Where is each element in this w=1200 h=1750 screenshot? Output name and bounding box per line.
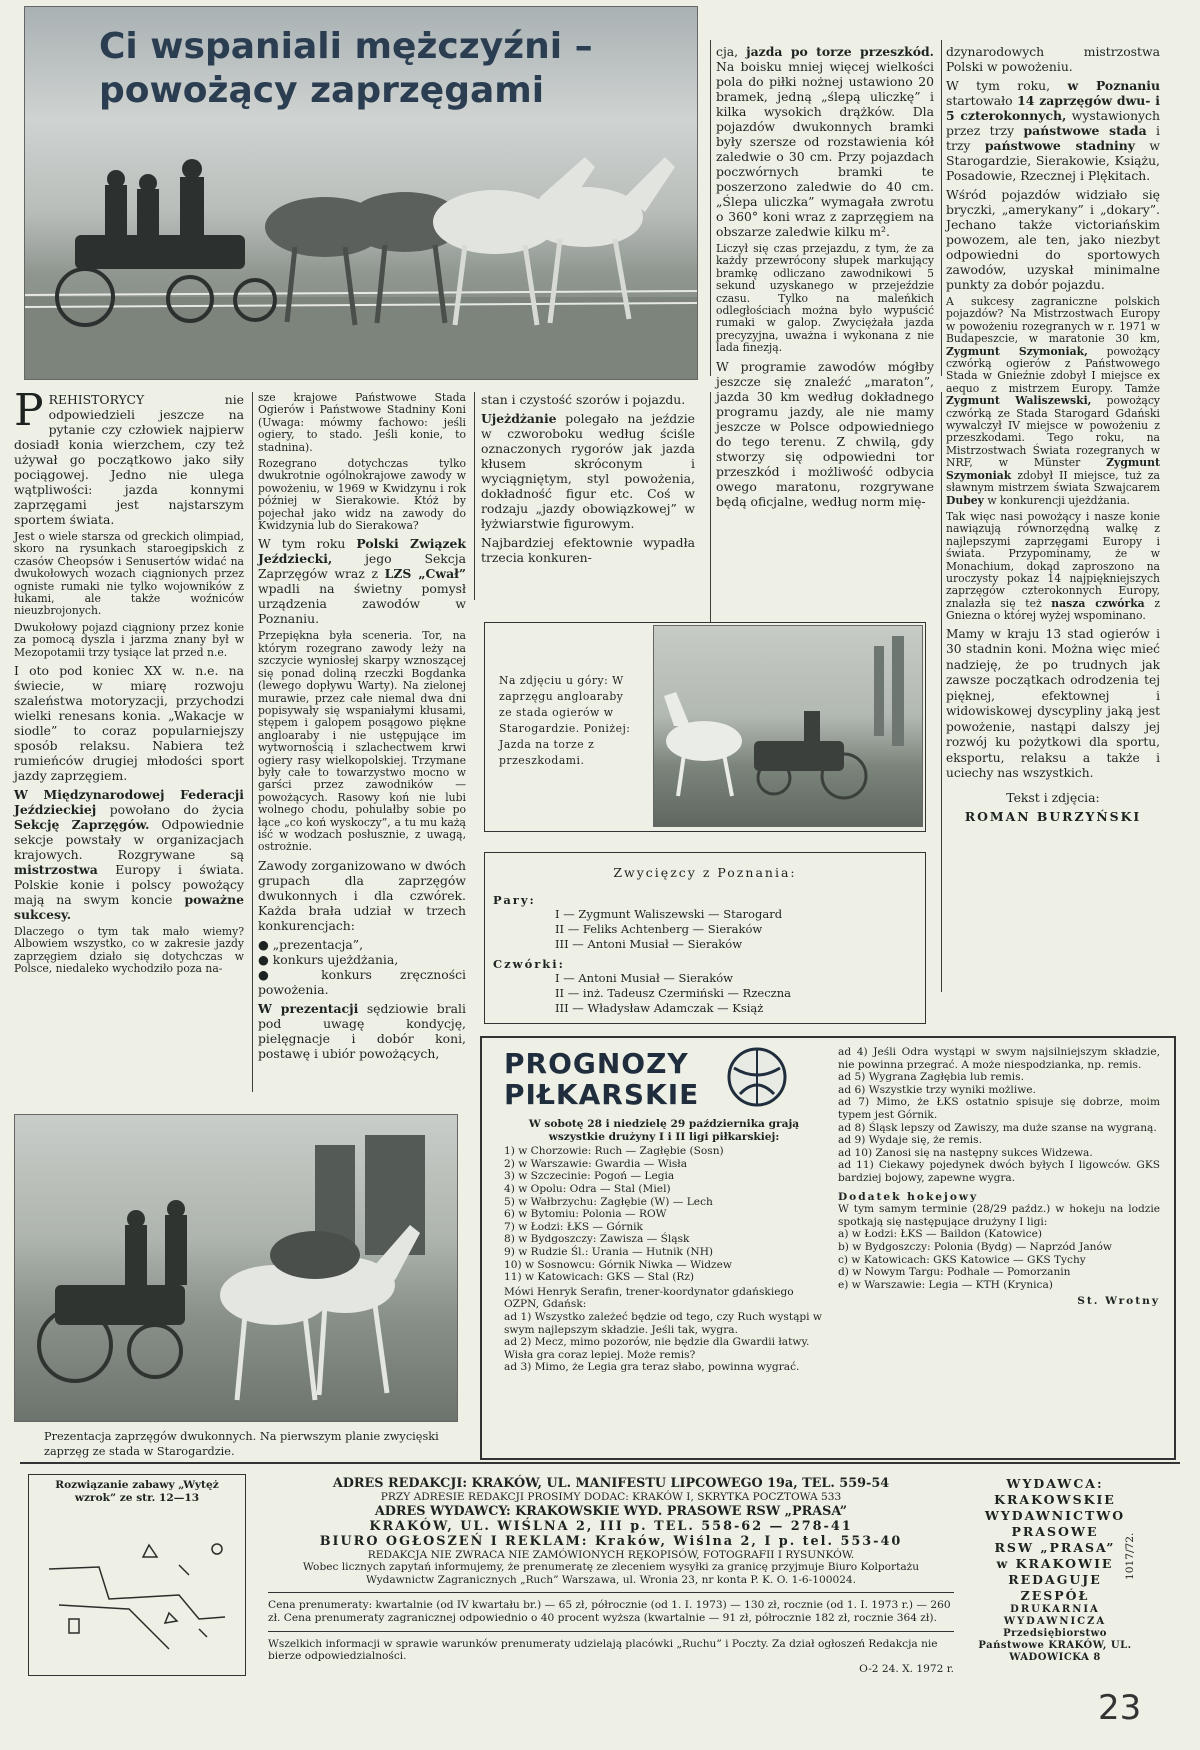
- winner-row: I — Antoni Musiał — Sieraków: [555, 971, 733, 985]
- pary-list: [555, 907, 915, 952]
- match-row: 8) w Bydgoszczy: Zawisza — Śląsk: [504, 1233, 690, 1246]
- article-column-1: PREHISTORYCY nie odpowiedzieli jeszcze na pytanie czy człowiek najpierw dosiadł konia wierzchem, czy też używał go początkowo jako siły pociągowej. Jedno nie ulega wątpliwości: jazda konnymi zaprzęgami jest najstarszym sportem świata. Jest o wiele starsza od greckich olimpiad, skoro na rysunkach staroegipskich z czasów Cheopsów i Senusertów widać na dwukołowych wozach ciągnionych przez ogniste rumaki nie tylko wojowników z łukami, ale także woźniców nieuzbrojonych. Dwukołowy pojazd ciągniony przez konie za pomocą dyszla i jarzma znany był w Mezopotamii trzy tysiące lat przed n.e. I oto pod koniec XX w. n.e. na świecie, w miarę rozwoju szaleństwa motoryzacji, przychodzi wielki renesans konia. „Wakacje w siodle” to coraz popularniejszy sposób relaksu. Nabiera też rumieńców drugiej młodości sport jazdy zaprzęgiem. W Międzynarodowej Federacji Jeździeckiej powołano do życia Sekcję Zaprzęgów. Odpowiednie sekcje powstały w organizacjach krajowych. Rozgrywane są mistrzostwa Europy i świata. Polskie konie i polscy powożący mają na swym koncie poważne sukcesy. Dlaczego o tym tak mało wiemy? Albowiem wszystko, co w zakresie jazdy zaprzęgiem działo się dotychczas w Polsce, niedaleko wychodziło poza na-: [14, 385, 244, 976]
- prediction-row: ad 9) Wydaje się, że remis.: [838, 1134, 982, 1147]
- middle-photo: [653, 625, 923, 827]
- footer-divider: [268, 1631, 954, 1632]
- prognozy-title: PROGNOZY PIŁKARSKIE: [504, 1047, 700, 1111]
- hockey-row: e) w Warszawie: Legia — KTH (Krynica): [838, 1278, 1053, 1291]
- hockey-row: d) w Nowym Targu: Podhale — Pomorzanin: [838, 1266, 1071, 1279]
- publisher-block: WYDAWCA: KRAKOWSKIE WYDAWNICTWO PRASOWE RSW „PRASA” w KRAKOWIE REDAGUJE ZESPÓŁ DRUKARNIA WYDAWNICZA Przedsiębiorstwo Państwowe KRAKÓW, UL. WADOWICKA 8: [978, 1476, 1132, 1663]
- carriage-illustration: [15, 1115, 457, 1421]
- prognozy-box: [480, 1036, 1176, 1460]
- match-row: 2) w Warszawie: Gwardia — Wisła: [504, 1157, 688, 1170]
- article-title: Ci wspaniali mężczyźni – powożący zaprzęgami: [99, 26, 593, 111]
- column-rule: [252, 392, 253, 1092]
- photo-caption-box: Na zdjęciu u góry: W zaprzęgu angloaraby ze stada ogierów w Starogardzie. Poniżej: Jazda na torze z przeszkodami.: [484, 622, 926, 832]
- puzzle-solution-box: Rozwiązanie zabawy „Wytęż wzrok” ze str. 12—13: [28, 1474, 246, 1676]
- prognozy-left: W sobotę 28 i niedzielę 29 października grają wszystkie drużyny I i II ligi piłkarskiej: 1) w Chorzowie: Ruch — Zagłębie (Sosn) 2) w Warszawie: Gwardia — Wisła 3) w Szczecinie: Pogoń — Legia 4) w Opolu: Odra — Stal (Miel) 5) w Wałbrzychu: Zagłębie (W) — Lech 6) w Bytomiu: Polonia — ROW 7) w Łodzi: ŁKS — Górnik 8) w Bydgoszczy: Zawisza — Śląsk 9) w Rudzie Śl.: Urania — Hutnik (NH) 10) w Sosnowcu: Górnik Niwka — Widzew 11) w Katowicach: GKS — Stal (Rz) Mówi Henryk Serafin, trener-koordynator gdańskiego OZPN, Gdańsk: ad 1) Wszystko zależeć będzie od tego, czy Ruch wystąpi w swym najlepszym składzie. Jeśli tak, wygra. ad 2) Mecz, mimo pozorów, nie będzie dla Gwardii łatwy. Wisła gra coraz lepiej. Może remis? ad 3) Mimo, że Legia gra teraz słabo, powinna wygrać.: [504, 1118, 823, 1374]
- column-rule: [710, 40, 711, 376]
- editorial-address: ADRES REDAKCJI: KRAKÓW, UL. MANIFESTU LIPCOWEGO 19a, TEL. 559-54 PRZY ADRESIE REDAKCJI PROSIMY DODAC: KRAKÓW I, SKRYTKA POCZTOWA 533 ADRES WYDAWCY: KRAKOWSKIE WYD. PRASOWE RSW „PRASA” KRAKÓW, UL. WIŚLNA 2, III p. TEL. 558-62 — 278-41 BIURO OGŁOSZEŃ I REKLAM: Kraków, Wiślna 2, I p. tel. 553-40 REDAKCJA NIE ZWRACA NIE ZAMÓWIONYCH RĘKOPISÓW, FOTOGRAFII I RYSUNKÓW. Wobec licznych zapytań informujemy, że prenumeratę ze zleceniem wysyłki za granicę przyjmuje Biuro Kolportażu Wydawnictw Zagranicznych „Ruch” Warszawa, ul. Wronia 23, nr konta P. K. O. 1-6-100024. Cena prenumeraty: kwartalnie (od IV kwartału br.) — 65 zł, półrocznie (od 1. I. 1973) — 130 zł, rocznie (od 1. I. 1973 r.) — 260 zł. Cena prenumeraty zagranicznej odpowiednio o 40 procent wyższa (kwartalnie — 91 zł, półrocznie 182 zł, rocznie 364 zł). Wszelkich informacji w sprawie warunków prenumeraty udzielają placówki „Ruchu” i Poczty. Za dział ogłoszeń Redakcja nie bierze odpowiedzialności. O-2 24. X. 1972 r.: [268, 1476, 954, 1675]
- hockey-row: c) w Katowicach: GKS Katowice — GKS Tychy: [838, 1253, 1086, 1266]
- winner-row: I — Zygmunt Waliszewski — Starogard: [555, 907, 783, 921]
- magazine-page: Ci wspaniali mężczyźni – powożący zaprzęgami PREHISTORYCY nie odpowiedzieli jeszcze na pytanie czy człowiek najpierw dosiadł konia wierzchem, czy też używał go początkowo jako siły pociągowej. Jedno nie ulega wątpliwości: jazda konnymi zaprzęgami jest najstarszym sportem świata. Jest o wiele starsza od greckich olimpiad, skoro na rysunkach staroegipskich z czasów Cheopsów i Senusertów widać na dwukołowych wozach ciągnionych przez ogniste rumaki nie tylko wojowników z łukami, ale także woźniców nieuzbrojonych. Dwukołowy pojazd ciągniony przez konie za pomocą dyszla i jarzma znany był w Mezopotamii trzy tysiące lat przed n.e. I oto pod koniec XX w. n.e. na świecie, w miarę rozwoju szaleństwa motoryzacji, przychodzi wielki renesans konia. „Wakacje w siodle” to coraz popularniejszy sposób relaksu. Nabiera też rumieńców drugiej młodości sport jazdy zaprzęgiem. W Międzynarodowej Federacji Jeździeckiej powołano do życia Sekcję Zaprzęgów. Odpowiednie sekcje powstały w organizacjach krajowych. Rozgrywane są mistrzostwa Europy i świata. Polskie konie i polscy powożący mają na swym koncie poważne sukcesy. Dlaczego o tym tak mało wiemy? Albowiem wszystko, co w zakresie jazdy zaprzęgiem działo się dotychczas w Polsce, niedaleko wychodziło poza na- sze krajowe Państwowe Stada Ogierów i Państwowe Stadniny Koni (Uwaga: mówmy fachowo: jeśli ogiery, to stado. Jeśli konie, to stadnina). Rozegrano dotychczas tylko dwukrotnie ogólnokrajowe zawody w powożeniu, w 1969 w Kwidzynu i rok później w Sierakowie. Któż by pojechał jako widz na zawody do Kwidzynia lub do Sierakowa? W tym roku Polski Związek Jeździecki, jego Sekcja Zaprzęgów wraz z LZS „Cwał” wpadli na świetny pomysł urządzenia zawodów w Poznaniu. Przepiękna była sceneria. Tor, na którym rozegrano zawody leży na szczycie wyniosłej skarpy wznoszącej się ponad doliną rzeczki Bogdanka (lewego dopływu Warty). Na zielonej murawie, przez całe niemal dwa dni popisywały się wspaniałymi kłusami, stępem i galopem posągowo piękne angloaraby i nie ustępujące im wytwornością i szlachectwem krwi ogiery rasy wielkopolskiej. Trzymane były całe to towarzystwo mocno w garści przez zawodników — powożących. Rasowy koń nie lubi wolnego chodu, pohulałby sobie po łące „co koń wyskoczy”, a tu mu każą iść w wodzach posłusznie, z uwagą, ostrożnie. Zawody zorganizowano w dwóch grupach dla zaprzęgów dwukonnych i dla czwórek. Każda brała udział w trzech konkurencjach: ● „prezentacja”, ● konkurs ujeżdżania, ● konkurs zręczności powożenia. W prezentacji sędziowie brali pod uwagę kondycję, pielęgnacje i dobór koni, postawę i ubiór powożących, stan i czystość szorów i pojazdu. Ujeżdżanie polegało na jeździe w czworoboku według ściśle oznaczonych rygorów jak jazda kłusem skróconym i wyciągniętym, styl powożenia, dokładność figur etc. Coś w rodzaju „jazdy obowiązkowej” w łyżwiarstwie figurowym. Najbardziej efektownie wypadła trzecia konkuren- cja, jazda po torze przeszkód. Na boisku mniej więcej wielkości pola do piłki nożnej ustawiono 20 bramek, jedną „ślepą uliczkę” i kilka wysokich drążków. Dla pojazdów dwukonnych bramki były szersze od rozstawienia kół zaledwie o 30 cm. Przy pojazdach poczwórnych bramki te poszerzono zaledwie do 40 cm. „Ślepa uliczka” wymagała zwrotu o 360° koni wraz z zaprzęgiem na obszarze zaledwie kilku m². Liczył się czas przejazdu, z tym, że za każdy przewrócony słupek markujący bramkę odliczano zawodnikowi 5 sekund uzyskanego w przejeździe czasu. Tylko na maleńkich odległościach można było wypuścić rumaki w galop. Zwyciężała jazda precyzyjna, uważna i wykonana z nie lada finezją. W programie zawodów mógłby jeszcze się znaleźć „maraton”, jazda 30 km według dokładnego programu jazdy, ale nie mamy jeszcze w Polsce odpowiedniego do tego terenu. Z chwilą, gdy stworzy się odpowiedni tor przeszkód i możliwość odbycia owego maratonu, rozgrywane będą oficjalne, według norm mię- dzynarodowych mistrzostwa Polski w powożeniu. W tym roku, w Poznaniu startowało 14 zaprzęgów dwu- i 5 czterokonnych, wystawionych przez trzy państwowe stada i trzy państwowe stadniny w Starogardzie, Sierakowie, Książu, Posadowie, Rzecznej i Plękitach. Wśród pojazdów widziało się bryczki, „amerykany” i „dokary”. Jechano także victoriańskim powozem, ale ten, jako niezbyt odpowiedni do sportowych zawodów, uzyskał minimalne punkty za dobór pojazdu. A sukcesy zagraniczne polskich pojazdów? Na Mistrzostwach Europy w powożeniu rozegranych w r. 1971 w Budapeszcie, w maratonie 30 km, Zygmunt Szymoniak, powożący czwórką ogierów z Państwowego Stada w Gnieźnie zdobył I miejsce ex aequo z mistrzem Europy. Tamże Zygmunt Waliszewski, powożący czwórką ze Stada Starogard Gdański wywalczył IV miejsce w powożeniu z przeszkodami. Tego roku, na Mistrzostwach Świata rozegranych w NRF, w Münster Zygmunt Szymoniak zdobył II miejsce, tuż za sławnym mistrzem świata Szwajcarem Dubey w konkurencji ujeżdżania. Tak więc nasi powożący i nasze konie nawiązują równorzędną walkę z najlepszymi zaprzęgami Europy i świata. Przypominamy, że w Monachium, dokąd zaproszono na uroczysty pokaz 14 najpiękniejszych zaprzęgów czterokonnych Europy, znalazła się też nasza czwórka z Gniezna o której wyżej wspominano. Mamy w kraju 13 stad ogierów i 30 stadnin koni. Można więc mieć nadzieję, że po trudnych jak zawsze początkach odrodzenia tej pięknej, efektownej i widowiskowej dyscypliny jaką jest powożenie, nastąpi dalszy jej rozwój ku pożytkowi dla sportu, eksportu, relaksu a także i uciechy nas wszystkich. Tekst i zdjęcia: ROMAN BURZYŃSKI Na zdjęciu u góry: W zaprzęgu angloaraby ze stada ogierów w Starogardzie. Poniżej: Jazda na torze z przeszkodami. Zwycięzcy z Poznania: Pary: I — Zygmunt Waliszewski — Starogard II — Feliks Achtenberg — Sieraków III — Antoni Musiał — Sieraków Czwórki: I — Antoni Musiał — Sieraków II — inż. Tadeusz Czermiński — Rzeczna III — Władysław Adamczak — Książ Prezentacja zaprzęgów dwukonnych. Na pierwszym planie zwycięski zaprzęg ze stada w Starogardzie. PROGNOZY PIŁKARSKIE W sobotę 28 i niedzielę 29 października grają wszystkie drużyny I i II ligi piłkarskiej: 1) w Chorzowie: Ruch — Zagłębie (Sosn) 2) w Warszawie: Gwardia — Wisła 3) w Szczecinie: Pogoń — Legia 4) w Opolu: Odra — Stal (Miel) 5) w Wałbrzychu: Zagłębie (W) — Lech 6) w Bytomiu: Polonia — ROW 7) w Łodzi: ŁKS — Górnik 8) w Bydgoszczy: Zawisza — Śląsk 9) w Rudzie Śl.: Urania — Hutnik (NH) 10) w Sosnowcu: Górnik Niwka — Widzew 11) w Katowicach: GKS — Stal (Rz) Mówi Henryk Serafin, trener-koordynator gdańskiego OZPN, Gdańsk: ad 1) Wszystko zależeć będzie od tego, czy Ruch wystąpi w swym najlepszym składzie. Jeśli tak, wygra. ad 2) Mecz, mimo pozorów, nie będzie dla Gwardii łatwy. Wisła gra coraz lepiej. Może remis? ad 3) Mimo, że Legia gra teraz słabo, powinna wygrać. ad 4) Jeśli Odra wystąpi w swym najsilniejszym składzie, nie powinna przegrać. A może niespodzianka, np. remis. ad 5) Wygrana Zagłębia lub remis. ad 6) Wszystkie trzy wyniki możliwe. ad 7) Mimo, że ŁKS ostatnio spisuje się dobrze, moim typem jest Górnik. ad 8) Śląsk lepszy od Zawiszy, ma duże szanse na wygraną. ad 9) Wydaje się, że remis. ad 10) Zanosi się na następny sukces Widzewa. ad 11) Ciekawy pojedynek dwóch byłych I ligowców. GKS bardziej bojowy, zapewne wygra. Dodatek hokejowy W tym samym terminie (28/29 paźdz.) w hokeju na lodzie spotkają się następujące drużyny I ligi: a) w Łodzi: ŁKS — Baildon (Katowice) b) w Bydgoszczy: Polonia (Bydg) — Naprzód Janów c) w Katowicach: GKS Katowice — GKS Tychy d) w Nowym Targu: Podhale — Pomorzanin e) w Warszawie: Legia — KTH (Krynica) St. Wrotny Rozwiązanie zabawy „Wytęż wzrok” ze str. 12—13 ADRES REDAKCJI: KRAKÓW, UL. MANIFESTU LIPCOWEGO 19a, TEL. 559-54 PRZY ADRESIE REDAKCJI PROSIMY DODAC: KRAKÓW I, SKRYTKA POCZTOWA 533 ADRES WYDAWCY: KRAKOWSKIE WYD. PRASOWE RSW „PRASA” KRAKÓW, UL. WIŚLNA 2, III p. TEL. 558-62 — 278-41 BIURO OGŁOSZEŃ I REKLAM: Kraków, Wiślna 2, I p. tel. 553-40 REDAKCJA NIE ZWRACA NIE ZAMÓWIONYCH RĘKOPISÓW, FOTOGRAFII I RYSUNKÓW. Wobec licznych zapytań informujemy, że prenumeratę ze zleceniem wysyłki za granicę przyjmuje Biuro Kolportażu Wydawnictw Zagranicznych „Ruch” Warszawa, ul. Wronia 23, nr konta P. K. O. 1-6-100024. Cena prenumeraty: kwartalnie (od IV kwartału br.) — 65 zł, półrocznie (od 1. I. 1973) — 130 zł, rocznie (od 1. I. 1973 r.) — 260 zł. Cena prenumeraty zagranicznej odpowiednio o 40 procent wyższa (kwartalnie — 91 zł, półrocznie 182 zł, rocznie 364 zł). Wszelkich informacji w sprawie warunków prenumeraty udzielają placówki „Ruchu” i Poczty. Za dział ogłoszeń Redakcja nie bierze odpowiedzialności. O-2 24. X. 1972 r. WYDAWCA: KRAKOWSKIE WYDAWNICTWO PRASOWE RSW „PRASA” w KRAKOWIE REDAGUJE ZESPÓŁ DRUKARNIA WYDAWNICZA Przedsiębiorstwo Państwowe KRAKÓW, UL. WADOWICKA 8 1017/72. 23: [0, 0, 1200, 1750]
- match-row: 10) w Sosnowcu: Górnik Niwka — Widzew: [504, 1258, 732, 1271]
- football-icon: [726, 1046, 788, 1108]
- footer-divider: [268, 1592, 954, 1593]
- carriage-illustration: [654, 626, 922, 826]
- czworki-list: [555, 971, 915, 1016]
- article-column-3: stan i czystość szorów i pojazdu. Ujeżdżanie polegało na jeździe w czworoboku według ściśle oznaczonych rygorów jak jazda kłusem skróconym i wyciągniętym, styl powożenia, dokładność figur etc. Coś w rodzaju „jazdy obowiązkowej” w łyżwiarstwie figurowym. Najbardziej efektownie wypadła trzecia konkuren-: [481, 392, 695, 565]
- match-row: 3) w Szczecinie: Pogoń — Legia: [504, 1170, 675, 1183]
- winner-row: III — Antoni Musiał — Sieraków: [555, 937, 743, 951]
- article-column-2: sze krajowe Państwowe Stada Ogierów i Państwowe Stadniny Koni (Uwaga: mówmy fachowo: jeśli ogiery, to stado. Jeśli konie, to stadnina). Rozegrano dotychczas tylko dwukrotnie ogólnokrajowe zawody w powożeniu, w 1969 w Kwidzynu i rok później w Sierakowie. Któż by pojechał jako widz na zawody do Kwidzynia lub do Sierakowa? W tym roku Polski Związek Jeździecki, jego Sekcja Zaprzęgów wraz z LZS „Cwał” wpadli na świetny pomysł urządzenia zawodów w Poznaniu. Przepiękna była sceneria. Tor, na którym rozegrano zawody leży na szczycie wyniosłej skarpy wznoszącej się ponad doliną rzeczki Bogdanka (lewego dopływu Warty). Na zielonej murawie, przez całe niemal dwa dni popisywały się wspaniałymi kłusami, stępem i galopem posągowo piękne angloaraby i nie ustępujące im wytwornością i szlachectwem krwi ogiery rasy wielkopolskiej. Trzymane były całe to towarzystwo mocno w garści przez zawodników — powożących. Rasowy koń nie lubi wolnego chodu, pohulałby sobie po łące „co koń wyskoczy”, a tu mu każą iść w wodzach posłusznie, z uwagą, ostrożnie. Zawody zorganizowano w dwóch grupach dla zaprzęgów dwukonnych i dla czwórek. Każda brała udział w trzech konkurencjach: ● „prezentacja”, ● konkurs ujeżdżania, ● konkurs zręczności powożenia. W prezentacji sędziowie brali pod uwagę kondycję, pielęgnacje i dobór koni, postawę i ubiór powożących,: [258, 391, 466, 1061]
- prediction-row: ad 8) Śląsk lepszy od Zawiszy, ma duże szanse na wygraną.: [838, 1121, 1157, 1134]
- prediction-row: ad 5) Wygrana Zagłębia lub remis.: [838, 1071, 1024, 1084]
- prediction-row: ad 10) Zanosi się na następny sukces Widzewa.: [838, 1146, 1093, 1159]
- column-rule: [941, 40, 942, 376]
- match-row: 6) w Bytomiu: Polonia — ROW: [504, 1208, 667, 1221]
- column-rule: [474, 392, 475, 600]
- winner-row: III — Władysław Adamczak — Książ: [555, 1001, 764, 1015]
- top-photo: [24, 6, 698, 380]
- drop-cap: P: [14, 385, 44, 436]
- match-row: 9) w Rudzie Śl.: Urania — Hutnik (NH): [504, 1245, 714, 1258]
- prediction-row: ad 11) Ciekawy pojedynek dwóch byłych I ligowców. GKS bardziej bojowy, zapewne wygra.: [838, 1159, 1160, 1184]
- match-row: 7) w Łodzi: ŁKS — Górnik: [504, 1220, 643, 1233]
- hockey-row: a) w Łodzi: ŁKS — Baildon (Katowice): [838, 1228, 1043, 1241]
- puzzle-solution-drawing: [29, 1509, 245, 1669]
- footer-rule: [20, 1462, 1180, 1464]
- article-column-4: cja, jazda po torze przeszkód. Na boisku mniej więcej wielkości pola do piłki nożnej ustawiono 20 bramek, jedną „ślepą uliczkę” i kilka wysokich drążków. Dla pojazdów dwukonnych bramki były szersze od rozstawienia kół zaledwie o 30 cm. Przy pojazdach poczwórnych bramki te poszerzono zaledwie do 40 cm. „Ślepa uliczka” wymagała zwrotu o 360° koni wraz z zaprzęgiem na obszarze zaledwie kilku m². Liczył się czas przejazdu, z tym, że za każdy przewrócony słupek markujący bramkę odliczano zawodnikowi 5 sekund uzyskanego w przejeździe czasu. Tylko na maleńkich odległościach można było wypuścić rumaki w galop. Zwyciężała jazda precyzyjna, uważna i wykonana z nie lada finezją. W programie zawodów mógłby jeszcze się znaleźć „maraton”, jazda 30 km według dokładnego programu jazdy, ale nie mamy jeszcze w Polsce odpowiedniego do tego terenu. Z chwilą, gdy stworzy się odpowiedni tor przeszkód i możliwość odbycia owego maratonu, rozgrywane będą oficjalne, według norm mię-: [716, 44, 934, 509]
- match-row: 1) w Chorzowie: Ruch — Zagłębie (Sosn): [504, 1145, 724, 1158]
- column-rule: [710, 392, 711, 622]
- match-row: 4) w Opolu: Odra — Stal (Miel): [504, 1182, 671, 1195]
- winner-row: II — Feliks Achtenberg — Sieraków: [555, 922, 763, 936]
- page-number: 23: [1098, 1688, 1142, 1728]
- hockey-row: b) w Bydgoszczy: Polonia (Bydg) — Naprzód Janów: [838, 1240, 1112, 1253]
- prediction-row: ad 7) Mimo, że ŁKS ostatnio spisuje się dobrze, moim typem jest Górnik.: [838, 1096, 1160, 1121]
- column-rule: [941, 392, 942, 992]
- article-column-5: dzynarodowych mistrzostwa Polski w powożeniu. W tym roku, w Poznaniu startowało 14 zaprzęgów dwu- i 5 czterokonnych, wystawionych przez trzy państwowe stada i trzy państwowe stadniny w Starogardzie, Sierakowie, Książu, Posadowie, Rzecznej i Plękitach. Wśród pojazdów widziało się bryczki, „amerykany” i „dokary”. Jechano także victoriańskim powozem, ale ten, jako niezbyt odpowiedni do sportowych zawodów, uzyskał minimalne punkty za dobór pojazdu. A sukcesy zagraniczne polskich pojazdów? Na Mistrzostwach Europy w powożeniu rozegranych w r. 1971 w Budapeszcie, w maratonie 30 km, Zygmunt Szymoniak, powożący czwórką ogierów z Państwowego Stada w Gnieźnie zdobył I miejsce ex aequo z mistrzem Europy. Tamże Zygmunt Waliszewski, powożący czwórką ze Stada Starogard Gdański wywalczył IV miejsce w powożeniu z przeszkodami. Tego roku, na Mistrzostwach Świata rozegranych w NRF, w Münster Zygmunt Szymoniak zdobył II miejsce, tuż za sławnym mistrzem świata Szwajcarem Dubey w konkurencji ujeżdżania. Tak więc nasi powożący i nasze konie nawiązują równorzędną walkę z najlepszymi zaprzęgami Europy i świata. Przypominamy, że w Monachium, dokąd zaproszono na uroczysty pokaz 14 najpiękniejszych zaprzęgów czterokonnych Europy, znalazła się też nasza czwórka z Gniezna o której wyżej wspominano. Mamy w kraju 13 stad ogierów i 30 stadnin koni. Można więc mieć nadzieję, że po trudnych jak zawsze początkach odrodzenia tej pięknej, efektownej i widowiskowej dyscypliny jaką jest powożenie, nastąpi dalszy jej rozwój ku pożytkowi dla sportu, eksportu, relaksu a także i uciechy nas wszystkich. Tekst i zdjęcia: ROMAN BURZYŃSKI: [946, 44, 1161, 824]
- bottom-photo: [14, 1114, 458, 1422]
- winners-box: Zwycięzcy z Poznania: Pary: I — Zygmunt Waliszewski — Starogard II — Feliks Achtenberg — Sieraków III — Antoni Musiał — Sieraków Czwórki: I — Antoni Musiał — Sieraków II — inż. Tadeusz Czermiński — Rzeczna III — Władysław Adamczak — Książ: [484, 852, 926, 1024]
- match-row: 5) w Wałbrzychu: Zagłębie (W) — Lech: [504, 1195, 713, 1208]
- winner-row: II — inż. Tadeusz Czermiński — Rzeczna: [555, 986, 791, 1000]
- match-row: 11) w Katowicach: GKS — Stal (Rz): [504, 1271, 695, 1284]
- prediction-row: ad 6) Wszystkie trzy wyniki możliwe.: [838, 1083, 1036, 1096]
- prediction-row: ad 4) Jeśli Odra wystąpi w swym najsilniejszym składzie, nie powinna przegrać. A może niespodzianka, np. remis.: [838, 1046, 1160, 1071]
- prognozy-right: ad 4) Jeśli Odra wystąpi w swym najsilniejszym składzie, nie powinna przegrać. A może niespodzianka, np. remis. ad 5) Wygrana Zagłębia lub remis. ad 6) Wszystkie trzy wyniki możliwe. ad 7) Mimo, że ŁKS ostatnio spisuje się dobrze, moim typem jest Górnik. ad 8) Śląsk lepszy od Zawiszy, ma duże szanse na wygraną. ad 9) Wydaje się, że remis. ad 10) Zanosi się na następny sukces Widzewa. ad 11) Ciekawy pojedynek dwóch byłych I ligowców. GKS bardziej bojowy, zapewne wygra. Dodatek hokejowy W tym samym terminie (28/29 paźdz.) w hokeju na lodzie spotkają się następujące drużyny I ligi: a) w Łodzi: ŁKS — Baildon (Katowice) b) w Bydgoszczy: Polonia (Bydg) — Naprzód Janów c) w Katowicach: GKS Katowice — GKS Tychy d) w Nowym Targu: Podhale — Pomorzanin e) w Warszawie: Legia — KTH (Krynica) St. Wrotny: [838, 1046, 1160, 1308]
